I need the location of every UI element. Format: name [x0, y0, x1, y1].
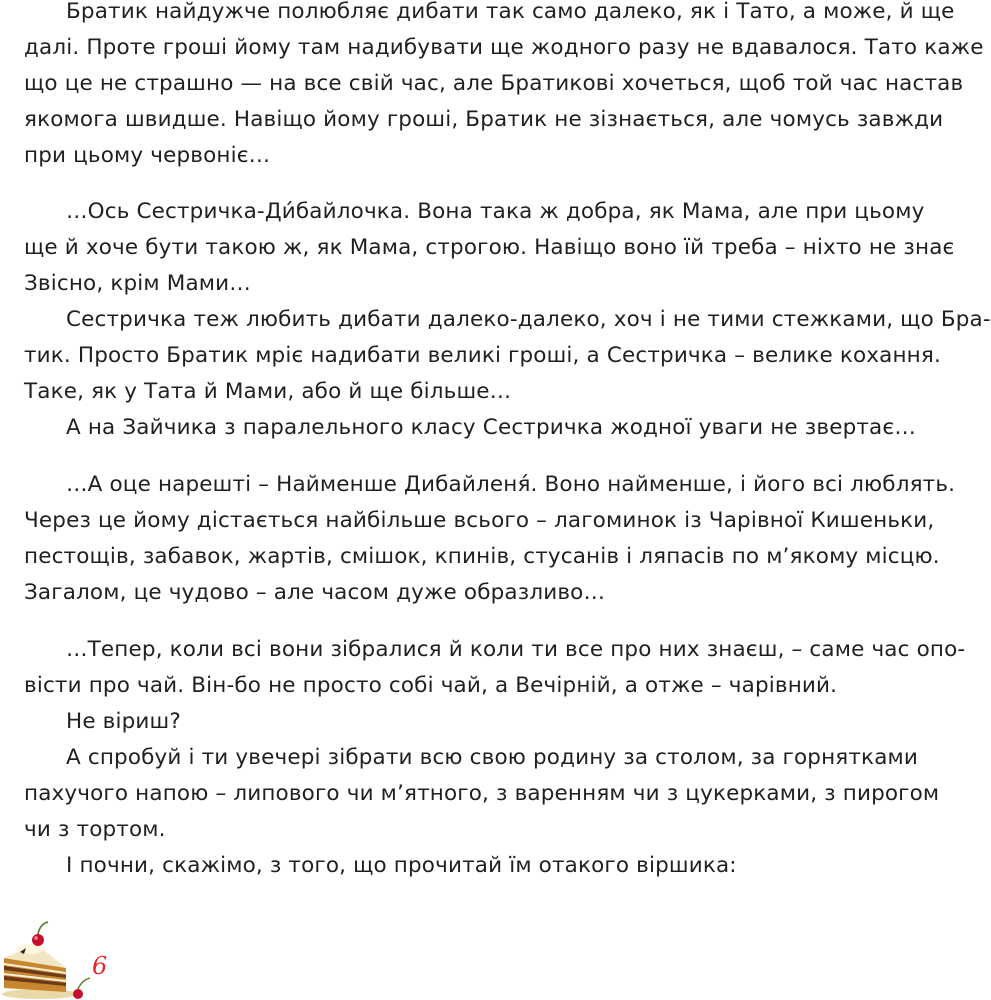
cake-slice-icon	[0, 918, 96, 1000]
text-line: Сестричка теж любить дибати далеко-далеко, хоч і не тими стежками, що Бра-	[66, 307, 991, 332]
text-line: пестощів, забавок, жартів, смішок, кпинів, стусанів і ляпасів по м’якому місцю.	[24, 544, 940, 569]
text-line: що це не страшно — на все свій час, але Братикові хочеться, щоб той час настав	[24, 71, 964, 96]
text-line: вісти про чай. Він-бо не просто собі чай, а Вечірній, а отже – чарівний.	[24, 673, 838, 698]
text-line: при цьому червоніє…	[24, 143, 271, 168]
text-line: далі. Проте гроші йому там надибувати ще жодного разу не вдавалося. Тато каже	[24, 35, 984, 60]
text-line: …А оце нарешті – Найменше Дибайленя́. Воно найменше, і його всі люблять.	[66, 472, 956, 497]
text-line: пахучого напою – липового чи м’ятного, з варенням чи з цукерками, з пирогом	[24, 781, 940, 806]
text-line: Братик найдужче полюбляє дибати так само далеко, як і Тато, а може, й ще	[66, 0, 955, 24]
text-line: якомога швидше. Навіщо йому гроші, Братик не зізнається, але чомусь завжди	[24, 107, 944, 132]
text-line: Загалом, це чудово – але часом дуже образливо…	[24, 580, 606, 605]
text-line: Не віриш?	[66, 709, 181, 734]
text-line: …Ось Сестричка-Ди́байлочка. Вона така ж добра, як Мама, але при цьому	[66, 199, 925, 224]
page-number: 6	[92, 952, 108, 980]
text-line: І почни, скажімо, з того, що прочитай їм отакого віршика:	[66, 853, 737, 878]
text-line: А спробуй і ти увечері зібрати всю свою родину за столом, за горнятками	[66, 745, 919, 770]
text-line: тик. Просто Братик мріє надибати великі гроші, а Сестричка – велике кохання.	[24, 343, 941, 368]
text-line: А на Зайчика з паралельного класу Сестричка жодної уваги не звертає…	[66, 415, 916, 440]
text-line: Звісно, крім Мами…	[24, 271, 251, 296]
text-line: Через це йому дістається найбільше всього – лагоминок із Чарівної Кишеньки,	[24, 508, 935, 533]
text-line: Таке, як у Тата й Мами, або й ще більше…	[24, 379, 512, 404]
text-line: ще й хоче бути такою ж, як Мама, строгою. Навіщо воно їй треба – ніхто не знає	[24, 235, 955, 260]
text-line: чи з тортом.	[24, 817, 166, 842]
text-line: …Тепер, коли всі вони зібралися й коли ти все про них знаєш, – саме час опо-	[66, 637, 966, 662]
